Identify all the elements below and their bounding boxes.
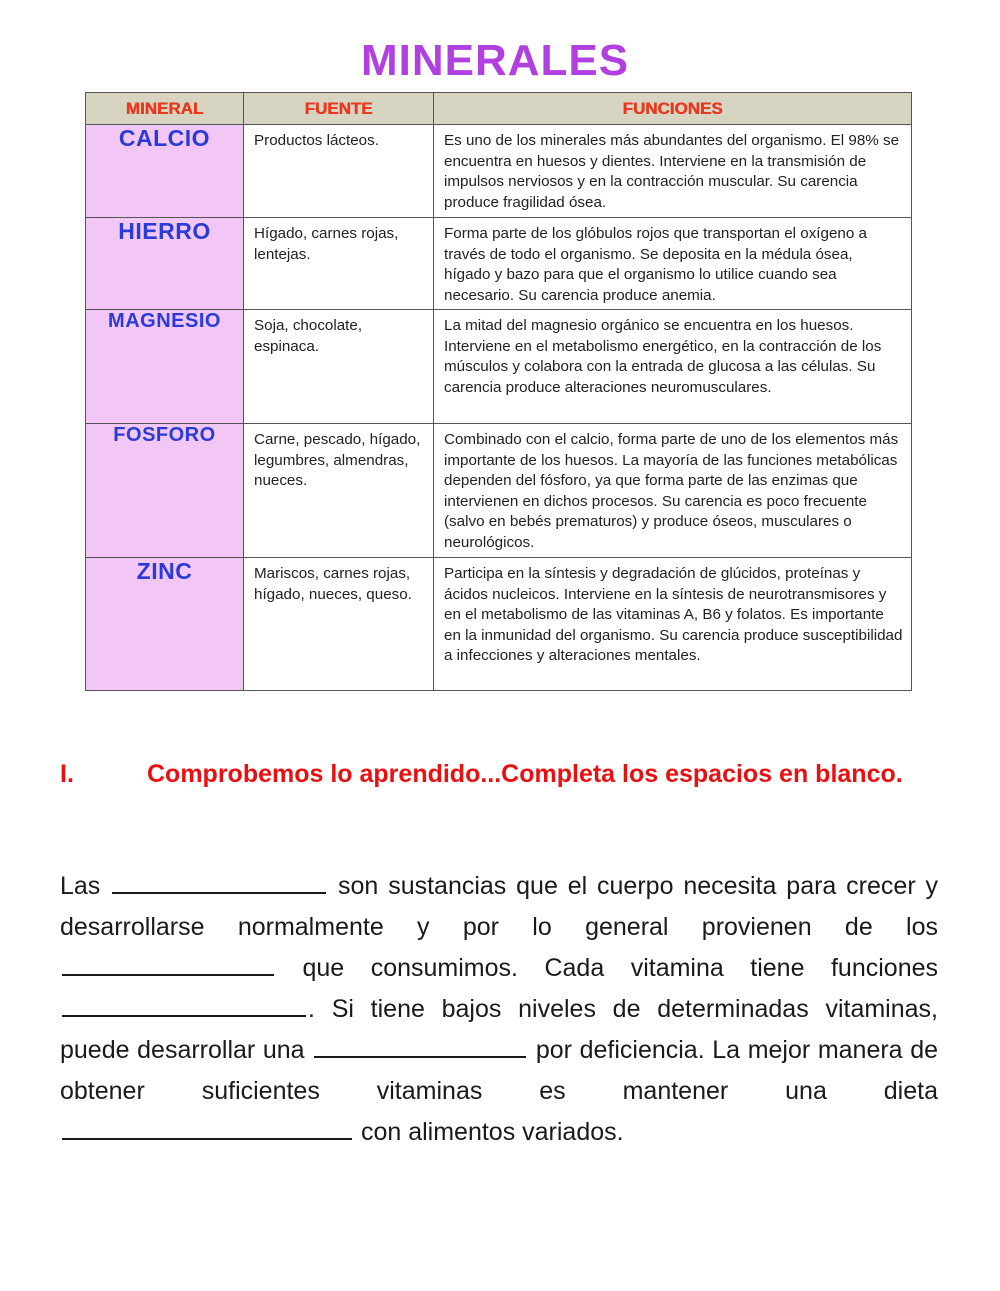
header-mineral: MINERAL bbox=[86, 93, 244, 125]
exercise-paragraph bbox=[60, 866, 938, 1153]
paragraph-text: por deficiencia. La mejor manera de obtener suficientes vitaminas es mantener una dieta bbox=[60, 1036, 939, 1105]
table-row bbox=[86, 558, 912, 691]
table-row bbox=[86, 424, 912, 558]
mineral-cell: CALCIO bbox=[86, 125, 244, 218]
table-row bbox=[86, 218, 912, 310]
blank-5[interactable] bbox=[62, 1116, 352, 1140]
blank-3[interactable] bbox=[62, 993, 306, 1017]
blank-2[interactable] bbox=[62, 952, 274, 976]
paragraph-text: con alimentos variados. bbox=[360, 1118, 624, 1146]
fuente-cell: Carne, pescado, hígado, legumbres, almendras, nueces. bbox=[244, 424, 434, 558]
paragraph-text: son sustancias que el cuerpo necesita para crecer y desarrollarse normalmente y por lo general provienen de los bbox=[60, 872, 938, 941]
table-row bbox=[86, 125, 912, 218]
fuente-cell: Mariscos, carnes rojas, hígado, nueces, queso. bbox=[244, 558, 434, 691]
mineral-cell: MAGNESIO bbox=[86, 310, 244, 424]
exercise-number: I. bbox=[60, 760, 74, 788]
funciones-cell: Combinado con el calcio, forma parte de uno de los elementos más importante de los huesos. La mayoría de las funciones metabólicas dependen del fósforo, ya que forma parte de las enzimas que intervienen en dichos procesos. Su carencia es poco frecuente (salvo en bebés prematuros) y produce óseos, musculares o neurológicos. bbox=[434, 424, 912, 558]
paragraph-text: que consumimos. Cada vitamina tiene funciones bbox=[302, 954, 939, 982]
fuente-cell: Productos lácteos. bbox=[244, 125, 434, 218]
header-fuente: FUENTE bbox=[244, 93, 434, 125]
paragraph-text: . Si tiene bajos niveles de determinadas vitaminas, puede desarrollar una bbox=[60, 995, 938, 1064]
blank-4[interactable] bbox=[314, 1034, 526, 1058]
page-title: MINERALES bbox=[360, 36, 630, 85]
fuente-cell: Soja, chocolate, espinaca. bbox=[244, 310, 434, 424]
table-row bbox=[86, 310, 912, 424]
mineral-cell: ZINC bbox=[86, 558, 244, 691]
paragraph-text: Las bbox=[60, 872, 101, 900]
funciones-cell: Participa en la síntesis y degradación de glúcidos, proteínas y ácidos nucleicos. Interviene en la síntesis de neurotransmisores y en el metabolismo de las vitaminas A, B6 y folatos. Es importante en la inmunidad del organismo. Su carencia produce susceptibilidad a infecciones y alteraciones mentales. bbox=[434, 558, 912, 691]
fuente-cell: Hígado, carnes rojas, lentejas. bbox=[244, 218, 434, 310]
exercise-heading-text: Comprobemos lo aprendido...Completa los espacios en blanco. bbox=[147, 760, 903, 788]
mineral-cell: HIERRO bbox=[86, 218, 244, 310]
header-funciones: FUNCIONES bbox=[434, 93, 912, 125]
table-header-row bbox=[86, 93, 912, 125]
funciones-cell: La mitad del magnesio orgánico se encuentra en los huesos. Interviene en el metabolismo energético, en la contracción de los músculos y colabora con la entrada de glucosa a las células. Su carencia produce alteraciones neuromusculares. bbox=[434, 310, 912, 424]
blank-1[interactable] bbox=[112, 870, 326, 894]
minerals-table bbox=[85, 92, 912, 691]
mineral-cell: FOSFORO bbox=[86, 424, 244, 558]
funciones-cell: Forma parte de los glóbulos rojos que transportan el oxígeno a través de todo el organismo. Se deposita en la médula ósea, hígado y bazo para que el organismo lo utilice cuando sea necesario. Su carencia produce anemia. bbox=[434, 218, 912, 310]
funciones-cell: Es uno de los minerales más abundantes del organismo. El 98% se encuentra en huesos y dientes. Interviene en la transmisión de impulsos nerviosos y en la contracción muscular. Su carencia produce fragilidad ósea. bbox=[434, 125, 912, 218]
